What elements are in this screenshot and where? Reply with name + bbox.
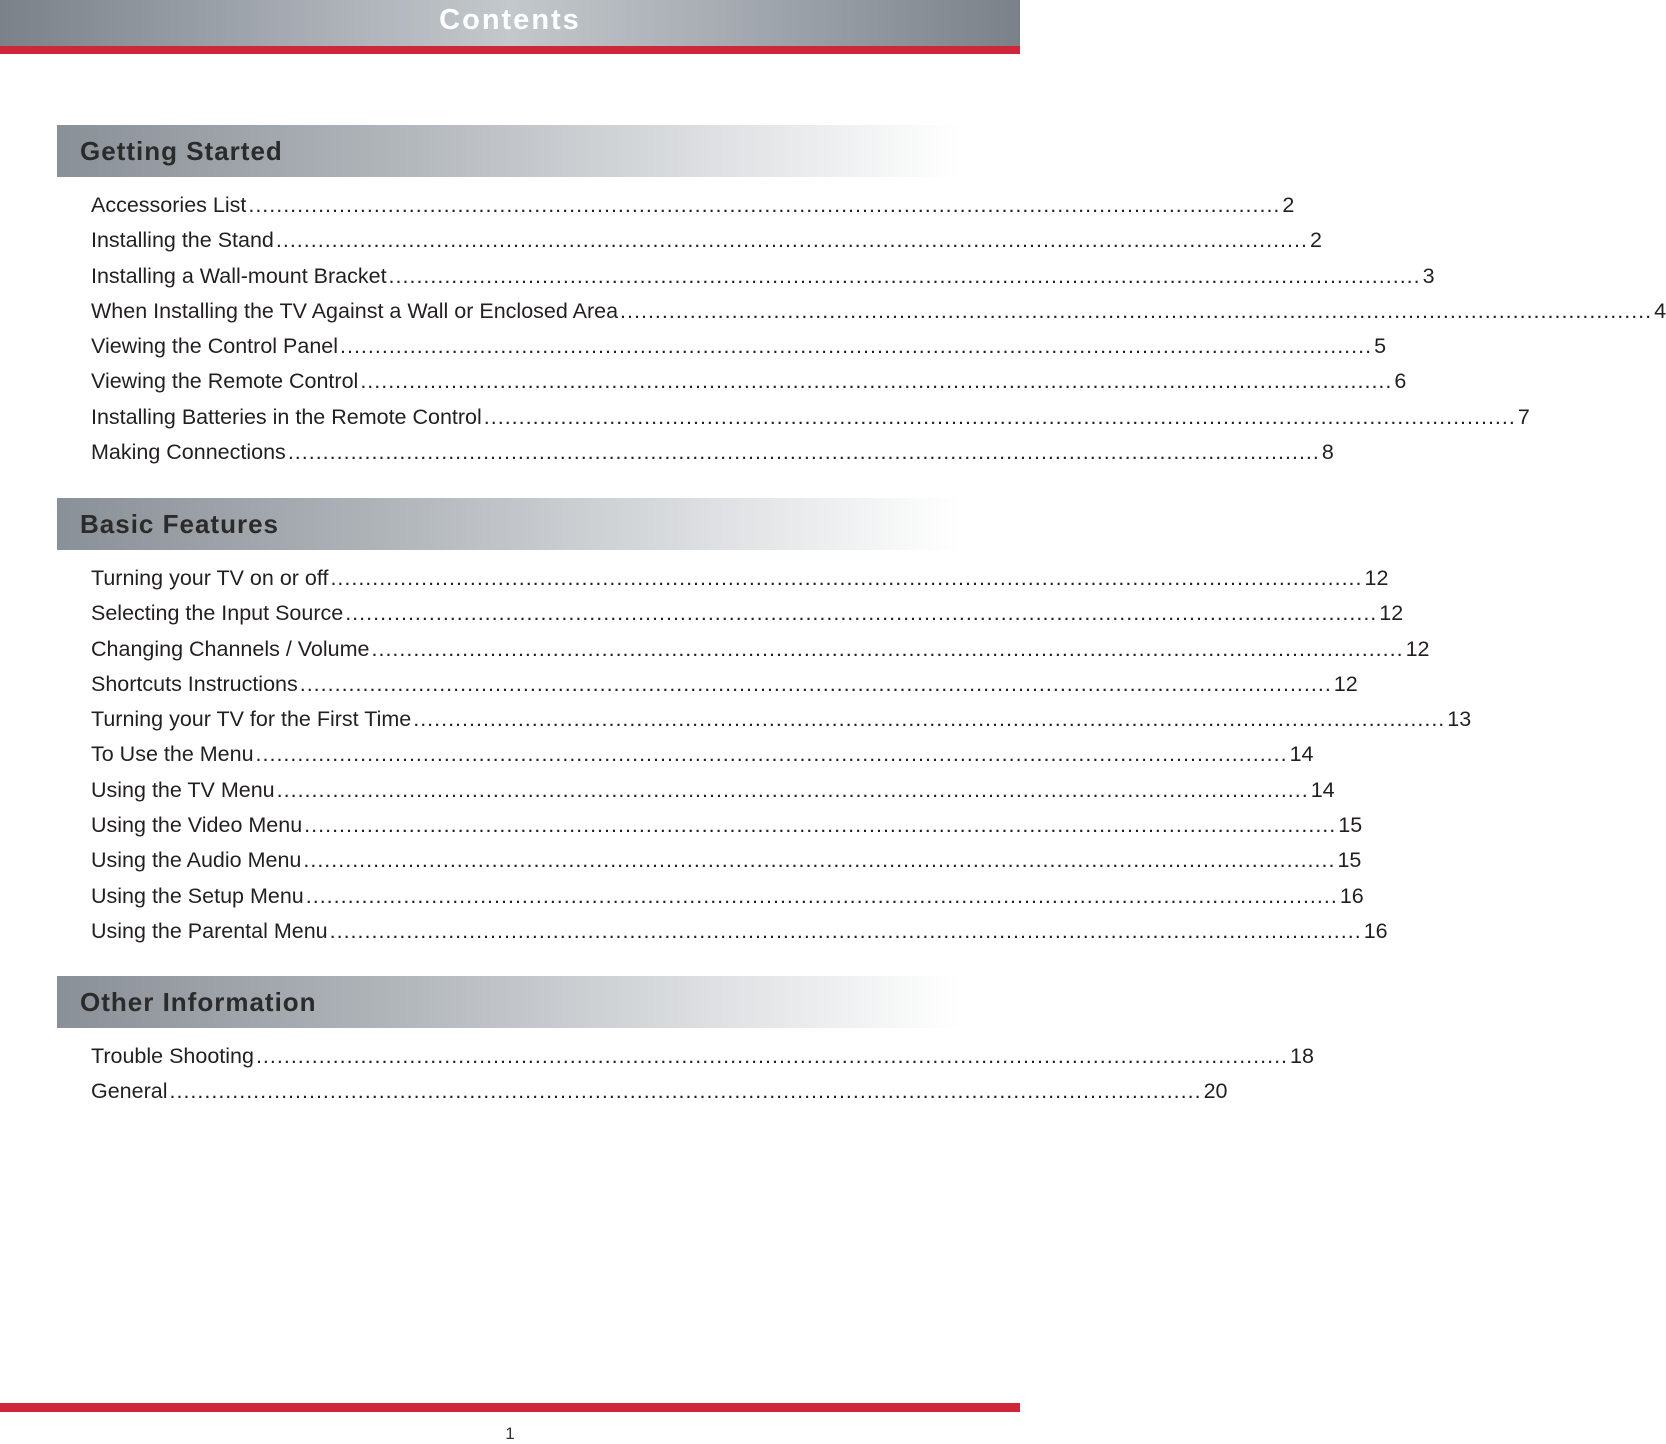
dot-leader: .................................................................................................................................................... bbox=[275, 228, 1308, 253]
dot-leader: .................................................................................................................................................... bbox=[620, 298, 1653, 323]
toc-entry-page: 8 bbox=[1321, 440, 1334, 465]
dot-leader: .................................................................................................................................................... bbox=[303, 848, 1336, 873]
toc-list-other-information bbox=[91, 1042, 1314, 1113]
toc-entry-title: Accessories List bbox=[91, 193, 247, 217]
dot-leader: .................................................................................................................................................... bbox=[255, 742, 1288, 767]
toc-entry[interactable] bbox=[91, 332, 1387, 367]
toc-list-getting-started bbox=[91, 191, 1666, 473]
toc-entry-title: Turning your TV for the First Time bbox=[91, 707, 412, 732]
page-number: 1 bbox=[505, 1424, 515, 1443]
dot-leader: .................................................................................................................................................... bbox=[276, 777, 1309, 802]
toc-entry[interactable] bbox=[91, 811, 1363, 846]
toc-entry[interactable] bbox=[91, 635, 1430, 670]
toc-entry-title: Viewing the Control Panel bbox=[91, 334, 339, 359]
dot-leader: .................................................................................................................................................... bbox=[360, 369, 1393, 394]
toc-entry-title: Using the Video Menu bbox=[91, 813, 303, 838]
section-header-getting-started bbox=[57, 125, 960, 177]
toc-entry-title: Turning your TV on or off bbox=[91, 566, 329, 590]
toc-entry-title: To Use the Menu bbox=[91, 742, 254, 767]
section-header-basic-features bbox=[57, 498, 960, 550]
toc-entry-title: When Installing the TV Against a Wall or Enclosed Area bbox=[91, 298, 619, 323]
toc-entry-page: 3 bbox=[1422, 263, 1435, 288]
toc-entry-title: Using the TV Menu bbox=[91, 777, 275, 802]
dot-leader: .................................................................................................................................................... bbox=[371, 636, 1404, 661]
toc-entry-page: 2 bbox=[1309, 228, 1322, 253]
dot-leader: .................................................................................................................................................... bbox=[388, 263, 1421, 288]
section-title: Basic Features bbox=[80, 509, 279, 539]
toc-entry-page: 2 bbox=[1282, 193, 1295, 217]
dot-leader: .................................................................................................................................................... bbox=[340, 334, 1373, 359]
toc-entry-page: 12 bbox=[1333, 671, 1358, 696]
toc-entry-title: Trouble Shooting bbox=[91, 1044, 254, 1068]
toc-entry-page: 16 bbox=[1363, 918, 1388, 943]
dot-leader: .................................................................................................................................................... bbox=[169, 1079, 1202, 1104]
toc-entry[interactable] bbox=[91, 226, 1322, 261]
toc-entry[interactable] bbox=[91, 1077, 1228, 1112]
toc-entry-page: 6 bbox=[1394, 369, 1407, 394]
toc-entry-page: 15 bbox=[1337, 848, 1362, 873]
dot-leader: .................................................................................................................................................... bbox=[329, 918, 1362, 943]
toc-entry-page: 13 bbox=[1447, 707, 1472, 732]
toc-entry-title: Installing Batteries in the Remote Control bbox=[91, 404, 482, 429]
toc-entry[interactable] bbox=[91, 438, 1334, 473]
toc-entry[interactable] bbox=[91, 740, 1314, 775]
toc-entry-page: 14 bbox=[1289, 742, 1314, 767]
toc-entry[interactable] bbox=[91, 599, 1404, 634]
section-title: Getting Started bbox=[80, 136, 283, 166]
toc-entry[interactable] bbox=[91, 705, 1472, 740]
header-accent-line bbox=[0, 46, 1020, 54]
toc-entry[interactable] bbox=[91, 776, 1335, 811]
toc-entry-page: 12 bbox=[1405, 636, 1430, 661]
toc-entry-page: 4 bbox=[1654, 298, 1666, 323]
toc-entry[interactable] bbox=[91, 191, 1295, 226]
dot-leader: .................................................................................................................................................... bbox=[304, 813, 1337, 838]
toc-entry-title: Selecting the Input Source bbox=[91, 601, 344, 626]
toc-entry-page: 12 bbox=[1379, 601, 1404, 626]
dot-leader: .................................................................................................................................................... bbox=[345, 601, 1378, 626]
toc-entry-title: Changing Channels / Volume bbox=[91, 636, 370, 661]
toc-entry-title: Making Connections bbox=[91, 440, 286, 465]
toc-entry-title: Using the Audio Menu bbox=[91, 848, 302, 873]
section-header-other-information bbox=[57, 976, 960, 1028]
dot-leader: .................................................................................................................................................... bbox=[287, 440, 1320, 465]
toc-entry[interactable] bbox=[91, 262, 1435, 297]
dot-leader: .................................................................................................................................................... bbox=[413, 707, 1446, 732]
toc-entry[interactable] bbox=[91, 882, 1364, 917]
toc-entry[interactable] bbox=[91, 403, 1530, 438]
toc-entry-title: Shortcuts Instructions bbox=[91, 671, 298, 696]
dot-leader: .................................................................................................................................................... bbox=[330, 566, 1363, 590]
toc-entry[interactable] bbox=[91, 297, 1666, 332]
toc-entry-title: Installing the Stand bbox=[91, 228, 274, 253]
toc-entry[interactable] bbox=[91, 367, 1407, 402]
page-title: Contents bbox=[439, 4, 581, 36]
toc-entry[interactable] bbox=[91, 670, 1358, 705]
toc-entry-title: Installing a Wall-mount Bracket bbox=[91, 263, 387, 288]
toc-entry-page: 14 bbox=[1310, 777, 1335, 802]
toc-entry-page: 16 bbox=[1339, 883, 1364, 908]
toc-entry-page: 5 bbox=[1374, 334, 1387, 359]
toc-entry-page: 18 bbox=[1290, 1044, 1314, 1068]
toc-entry[interactable] bbox=[91, 564, 1389, 599]
dot-leader: .................................................................................................................................................... bbox=[305, 883, 1338, 908]
toc-entry-page: 7 bbox=[1517, 404, 1530, 429]
toc-entry-title: Viewing the Remote Control bbox=[91, 369, 359, 394]
toc-entry-page: 20 bbox=[1203, 1079, 1228, 1104]
toc-entry-title: General bbox=[91, 1079, 168, 1104]
footer-accent-line bbox=[0, 1403, 1020, 1412]
toc-entry-page: 15 bbox=[1338, 813, 1363, 838]
dot-leader: .................................................................................................................................................... bbox=[248, 193, 1281, 217]
dot-leader: .................................................................................................................................................... bbox=[299, 671, 1332, 696]
toc-entry-title: Using the Setup Menu bbox=[91, 883, 304, 908]
toc-list-basic-features bbox=[91, 564, 1472, 952]
toc-entry-title: Using the Parental Menu bbox=[91, 918, 328, 943]
toc-entry[interactable] bbox=[91, 917, 1388, 952]
dot-leader: .................................................................................................................................................... bbox=[255, 1044, 1289, 1068]
toc-entry[interactable] bbox=[91, 1042, 1314, 1077]
section-title: Other Information bbox=[80, 987, 317, 1017]
dot-leader: .................................................................................................................................................... bbox=[483, 404, 1516, 429]
toc-entry-page: 12 bbox=[1364, 566, 1389, 590]
toc-entry[interactable] bbox=[91, 846, 1362, 881]
